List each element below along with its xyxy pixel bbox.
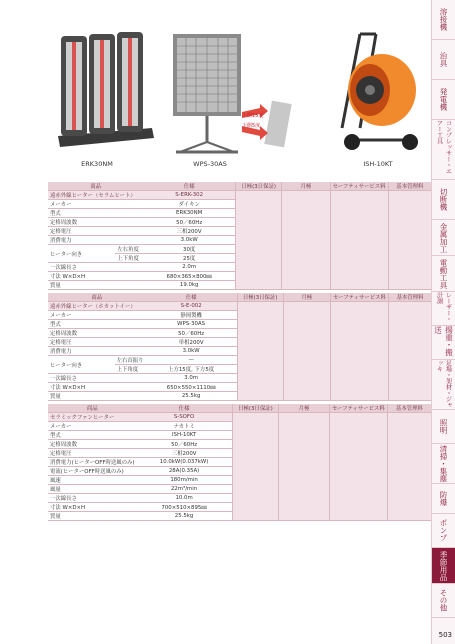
index-tab-seasonal[interactable] bbox=[432, 548, 455, 584]
product-name: 遠赤外線ヒーター（ホカットイー） bbox=[48, 302, 146, 311]
index-tab-label: 電動工具 bbox=[439, 258, 448, 289]
row-value: 650×550×1110㎜ bbox=[146, 383, 238, 392]
row-value: 22m³/min bbox=[137, 485, 233, 494]
index-tab-other[interactable] bbox=[432, 584, 455, 618]
col-header-monthly: 月極 bbox=[282, 182, 330, 191]
col-header-product: 商品 bbox=[48, 293, 146, 302]
col-header-daily: 日極(3日保証) bbox=[232, 404, 279, 413]
index-tab-generator[interactable] bbox=[432, 80, 455, 120]
row-label: 消費電力 bbox=[48, 347, 146, 356]
index-tab-label: コンプレッサー・エアー工具 bbox=[435, 120, 452, 174]
row-value: 25度 bbox=[143, 254, 235, 263]
row-label: 消費電力 bbox=[48, 236, 143, 245]
col-header-basic: 基本管理料 bbox=[387, 404, 431, 413]
row-value: 静岡製機 bbox=[146, 311, 238, 320]
angle-down-label: 下側5度 bbox=[242, 123, 261, 129]
row-label: 定格電圧 bbox=[48, 227, 143, 236]
index-tab-label: 清掃・集塵 bbox=[439, 444, 448, 483]
index-tab-label: 切断機 bbox=[439, 188, 448, 211]
col-header-monthly: 月極 bbox=[279, 404, 330, 413]
col-header-daily: 日極(3日保証) bbox=[237, 293, 283, 302]
row-value: 3.0kW bbox=[143, 236, 235, 245]
index-tab-label: 金属加工 bbox=[439, 222, 448, 253]
row-value: 3.0kW bbox=[146, 347, 238, 356]
index-tab-label: 治具 bbox=[439, 52, 448, 67]
row-value: 680×365×800㎜ bbox=[143, 272, 235, 281]
index-tab-label: ポンプ bbox=[439, 519, 448, 542]
row-label: メーカー bbox=[48, 311, 146, 320]
row-label: 質量 bbox=[48, 512, 137, 521]
row-value: 単相200V bbox=[146, 338, 238, 347]
row-label: 定格周波数 bbox=[48, 329, 146, 338]
table-header-row bbox=[48, 182, 431, 191]
col-header-safety: セーフティサービス料 bbox=[330, 293, 388, 302]
col-header-spec: 仕様 bbox=[137, 404, 233, 413]
row-label: 型式 bbox=[48, 209, 143, 218]
row-label: 寸法 W×D×H bbox=[48, 383, 146, 392]
index-tab-cutting[interactable] bbox=[432, 180, 455, 220]
row-label: ヒーター向き bbox=[48, 356, 115, 374]
row-sublabel: 上下角度 bbox=[115, 365, 146, 374]
index-tab-welding[interactable] bbox=[432, 0, 455, 40]
index-tab-label: その他 bbox=[439, 589, 448, 612]
wps30as-heater-photo bbox=[168, 30, 248, 158]
col-header-basic: 基本管理料 bbox=[388, 293, 431, 302]
row-label: 寸法 W×D×H bbox=[48, 503, 137, 512]
row-value: 三相200V bbox=[137, 449, 233, 458]
photo-caption-3: ISH-10KT bbox=[363, 160, 393, 168]
row-value: ISH-10KT bbox=[137, 431, 233, 440]
index-tab-jigs[interactable] bbox=[432, 40, 455, 80]
row-label: 定格周波数 bbox=[48, 218, 143, 227]
col-header-spec: 仕様 bbox=[146, 293, 238, 302]
row-sublabel: 左右角度 bbox=[115, 245, 143, 254]
row-value: 30度 bbox=[143, 245, 235, 254]
spec-table-ish10kt bbox=[48, 404, 431, 521]
product-code: S-E-002 bbox=[146, 302, 238, 311]
index-tab-lighting[interactable] bbox=[432, 410, 455, 444]
row-value: 3.0m bbox=[146, 374, 238, 383]
product-name-row bbox=[48, 191, 431, 200]
row-value: WPS-30AS bbox=[146, 320, 238, 329]
row-value: 50／60Hz bbox=[146, 329, 238, 338]
col-header-monthly: 月極 bbox=[283, 293, 330, 302]
row-sublabel: 上下角度 bbox=[115, 254, 143, 263]
spec-table-wps30as bbox=[48, 293, 431, 401]
row-label: 質量 bbox=[48, 392, 146, 401]
row-value: 2.0m bbox=[143, 263, 235, 272]
index-tab-laser[interactable] bbox=[432, 292, 455, 326]
row-label: 型式 bbox=[48, 320, 146, 329]
product-name-row bbox=[48, 413, 431, 422]
index-tab-label: 発電機 bbox=[439, 88, 448, 111]
photo-caption-2: WPS-30AS bbox=[193, 160, 227, 168]
row-label: 型式 bbox=[48, 431, 137, 440]
row-value: 25.5kg bbox=[137, 512, 233, 521]
row-label: 寸法 W×D×H bbox=[48, 272, 143, 281]
index-tab-label: 季節用品 bbox=[439, 550, 448, 581]
index-tab-scaffold[interactable] bbox=[432, 360, 455, 410]
row-value: 10.0kW(0.037kW) bbox=[137, 458, 233, 467]
col-header-product: 商品 bbox=[48, 182, 143, 191]
row-label: 定格電圧 bbox=[48, 338, 146, 347]
col-header-safety: セーフティサービス料 bbox=[329, 404, 387, 413]
row-value: ダイキン bbox=[143, 200, 235, 209]
row-value: 50／60Hz bbox=[137, 440, 233, 449]
row-value: — bbox=[146, 356, 238, 365]
photo-caption-1: ERK30NM bbox=[81, 160, 113, 168]
index-tab-label: レーザー・計測 bbox=[435, 292, 452, 322]
page-number: 503 bbox=[438, 631, 452, 639]
row-value: 700×510×895㎜ bbox=[137, 503, 233, 512]
row-value: 上方15度, 下方5度 bbox=[146, 365, 238, 374]
erk30nm-heater-photo bbox=[55, 28, 155, 150]
row-value: 28A(0.35A) bbox=[137, 467, 233, 476]
spec-table-erk30nm bbox=[48, 182, 431, 290]
row-value: 19.0kg bbox=[143, 281, 235, 290]
row-label: 質量 bbox=[48, 281, 143, 290]
row-value: 50／60Hz bbox=[143, 218, 235, 227]
row-value: ERK30NM bbox=[143, 209, 235, 218]
table-header-row bbox=[48, 293, 431, 302]
col-header-safety: セーフティサービス料 bbox=[330, 182, 388, 191]
index-tab-label: 防爆 bbox=[439, 491, 448, 506]
product-name: 遠赤外線ヒーター（セラムヒート） bbox=[48, 191, 143, 200]
index-tab-label: 照明 bbox=[439, 419, 448, 434]
col-header-spec: 仕様 bbox=[143, 182, 235, 191]
index-tab-lifting[interactable] bbox=[432, 326, 455, 360]
index-tab-cleaning[interactable] bbox=[432, 444, 455, 484]
index-tab-label: 足場・架材・ジャッキ bbox=[435, 360, 452, 408]
row-label: 一次線長さ bbox=[48, 263, 143, 272]
row-label: 消費電力(ヒーターOFF時送風のみ) bbox=[48, 458, 137, 467]
row-value: ナカトミ bbox=[137, 422, 233, 431]
row-value: 10.0m bbox=[137, 494, 233, 503]
row-value: 25.5kg bbox=[146, 392, 238, 401]
index-tab-compressor[interactable] bbox=[432, 120, 455, 180]
index-tab-power-tools[interactable] bbox=[432, 256, 455, 292]
index-tab-label: 揚重・搬送 bbox=[433, 326, 454, 356]
row-label: 一次線長さ bbox=[48, 494, 137, 503]
row-label: メーカー bbox=[48, 422, 137, 431]
row-value: 180m/min bbox=[137, 476, 233, 485]
index-tab-pump[interactable] bbox=[432, 514, 455, 548]
row-label: 電流(ヒーターOFF時送風のみ) bbox=[48, 467, 137, 476]
row-label: 一次線長さ bbox=[48, 374, 146, 383]
row-sublabel: 左右首振り bbox=[115, 356, 146, 365]
row-value: 三相200V bbox=[143, 227, 235, 236]
index-tab-metalwork[interactable] bbox=[432, 220, 455, 256]
row-label: 定格電圧 bbox=[48, 449, 137, 458]
angle-callout bbox=[238, 98, 294, 154]
index-tab-explosion-proof[interactable] bbox=[432, 484, 455, 514]
product-code: S-SOFO bbox=[137, 413, 233, 422]
col-header-daily: 日極(3日保証) bbox=[236, 182, 282, 191]
product-name-row bbox=[48, 302, 431, 311]
angle-up-label: 上側15度 bbox=[242, 113, 264, 119]
index-tab-label: 溶接機 bbox=[439, 8, 448, 31]
row-label: 定格周波数 bbox=[48, 440, 137, 449]
row-label: メーカー bbox=[48, 200, 143, 209]
row-label: 風速 bbox=[48, 476, 137, 485]
table-header-row bbox=[48, 404, 431, 413]
col-header-basic: 基本管理料 bbox=[388, 182, 431, 191]
row-label: 風量 bbox=[48, 485, 137, 494]
col-header-product: 商品 bbox=[48, 404, 137, 413]
category-index-sidebar bbox=[431, 0, 455, 644]
product-code: S-ERK-302 bbox=[143, 191, 235, 200]
ish10kt-fan-heater-photo bbox=[330, 28, 426, 156]
product-name: セラミックファンヒーター bbox=[48, 413, 137, 422]
row-label: ヒーター向き bbox=[48, 245, 115, 263]
